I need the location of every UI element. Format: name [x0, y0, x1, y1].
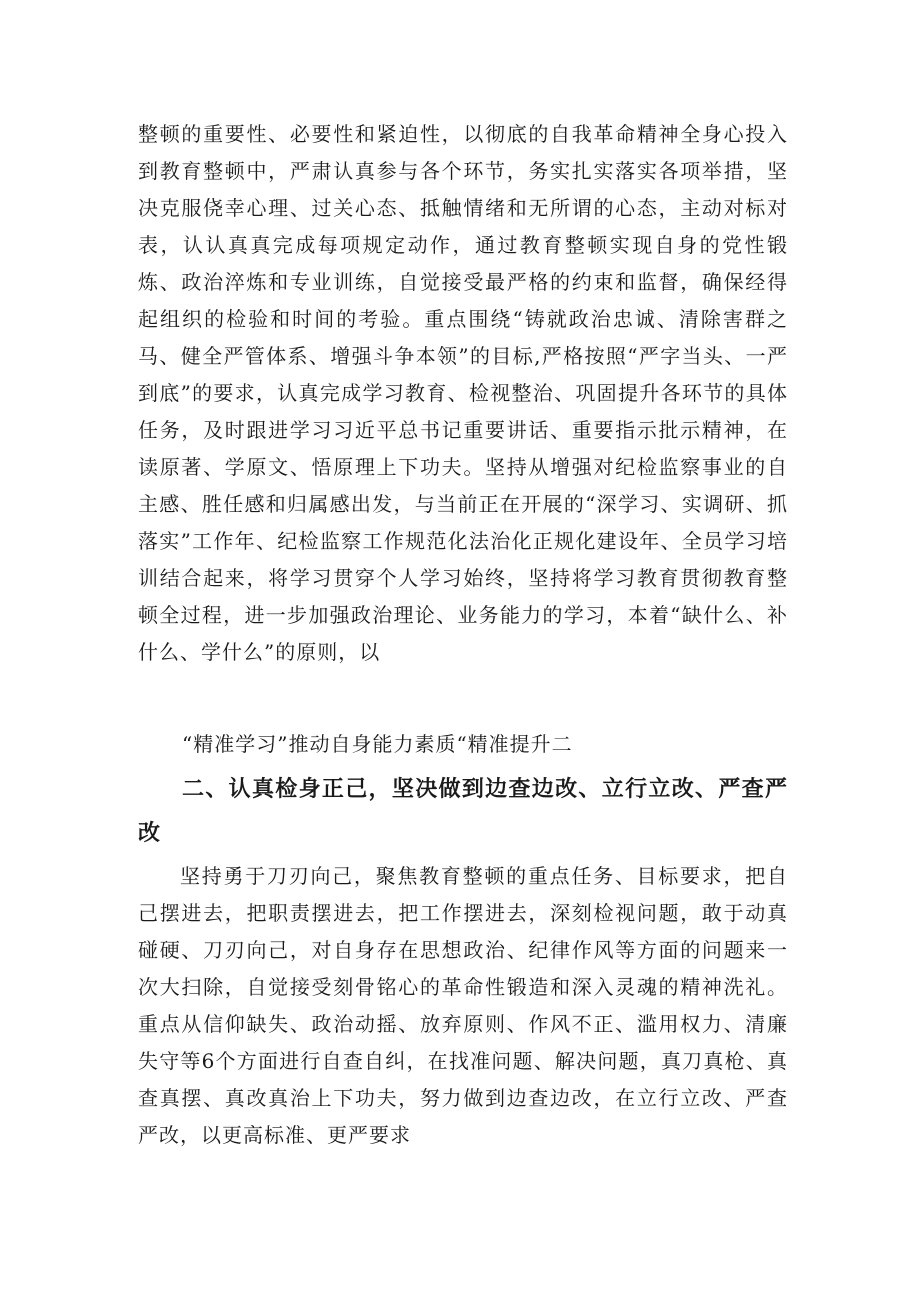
body-subline: “精准学习”推动自身能力素质“精准提升二 — [182, 732, 573, 756]
body-paragraph-1: 整顿的重要性、必要性和紧迫性，以彻底的自我革命精神全身心投入到教育整顿中，严肃认真参与各个环节，务实扎实落实各项举措，坚决克服侥幸心理、过关心态、抵触情绪和无所谓的心态，主动对标对表，认认真真完成每项规定动作，通过教育整顿实现自身的党性锻炼、政治淬炼和专业训练，自觉接受最严格的约束和监督，确保经得起组织的检验和时间的考验。重点围绕“铸就政治忠诚、清除害群之马、健全严管体系、增强斗争本领”的目标,严格按照“严字当头、一严到底”的要求，认真完成学习教育、检视整治、巩固提升各环节的具体任务，及时跟进学习习近平总书记重要讲话、重要指示批示精神，在读原著、学原文、悟原理上下功夫。坚持从增强对纪检监察事业的自主感、胜任感和归属感出发，与当前正在开展的“深学习、实调研、抓落实”工作年、纪检监察工作规范化法治化正规化建设年、全员学习培训结合起来，将学习贯穿个人学习始终，坚持将学习教育贯彻教育整顿全过程，进一步加强政治理论、业务能力的学习，本着“缺什么、补什么、学什么”的原则，以 — [138, 122, 788, 664]
section-heading-2: 二、认真检身正己，坚决做到边查边改、立行立改、严查严改 — [138, 777, 788, 846]
body-paragraph-2: 坚持勇于刀刃向己，聚焦教育整顿的重点任务、目标要求，把自己摆进去，把职责摆进去，把工作摆进去，深刻检视问题，敢于动真碰硬、刀刃向己，对自身存在思想政治、纪律作风等方面的问题来一次大扫除，自觉接受刻骨铭心的革命性锻造和深入灵魂的精神洗礼。重点从信仰缺失、政治动摇、放弃原则、作风不正、滥用权力、清廉失守等6个方面进行自查自纠，在找准问题、解决问题，真刀真枪、真查真摆、真改真治上下功夫，努力做到边查边改，在立行立改、严查严改，以更高标准、更严要求 — [138, 864, 788, 1147]
